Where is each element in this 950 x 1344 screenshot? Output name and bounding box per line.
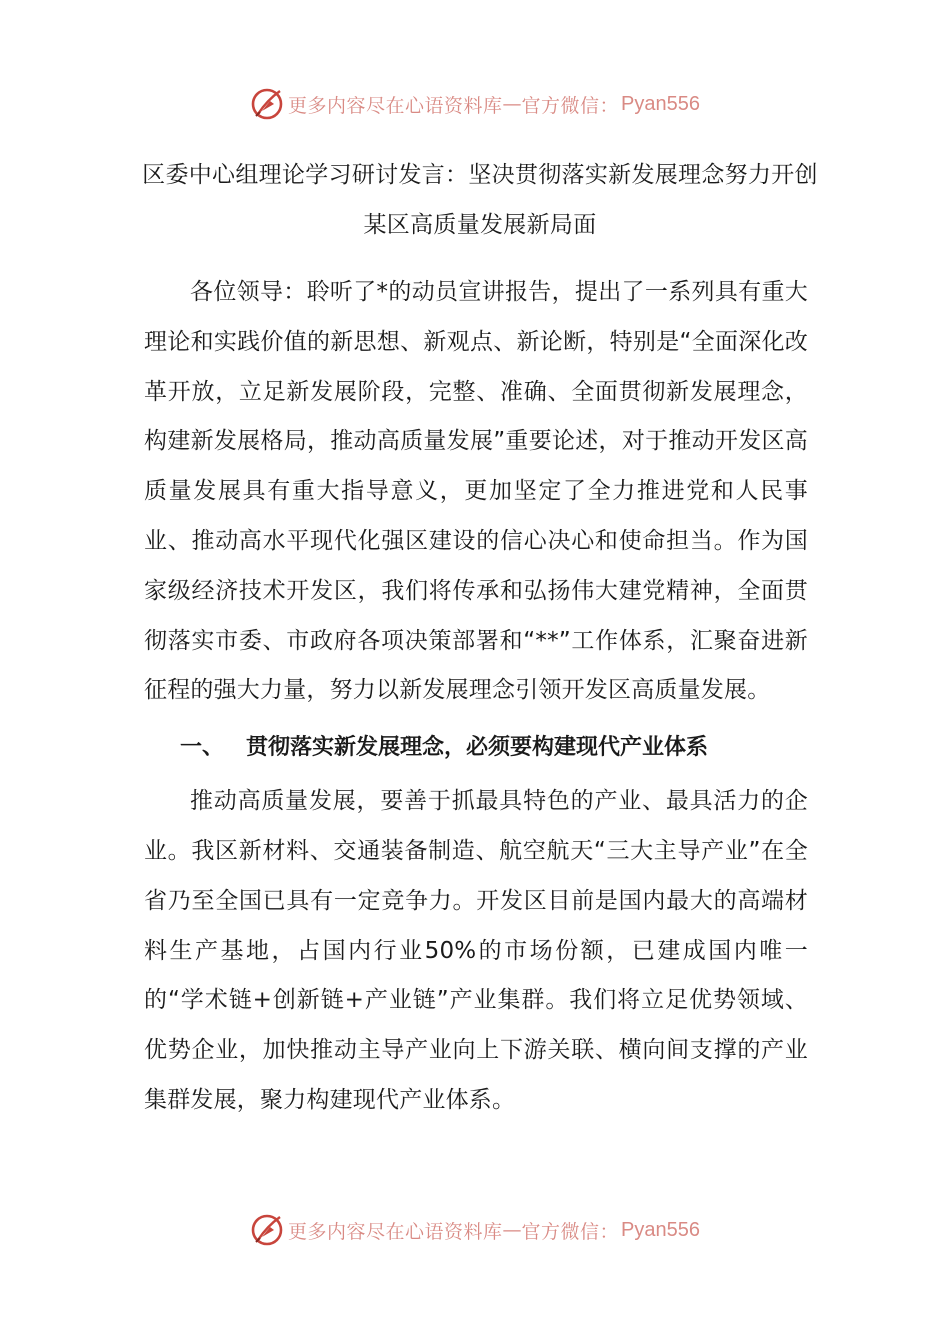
section-paragraph: 推动高质量发展，要善于抓最具特色的产业、最具活力的企业。我区新材料、交通装备制造、航空航天“三大主导产业”在全省乃至全国已具有一定竞争力。开发区目前是国内最大的高端材料生产基地，占国内行业50%的市场份额，已建成国内唯一的“学术链+创新链+产业链”产业集群。我们将立足优势领域、优势企业，加快推动主导产业向上下游关联、横向间支撑的产业集群发展，聚力构建现代产业体系。 <box>144 788 808 1113</box>
banner-text: 更多内容尽在心语资料库 <box>288 1220 503 1243</box>
section-heading <box>144 724 808 772</box>
banner-text: 更多内容尽在心语资料库 <box>288 94 503 117</box>
banner-separator: — <box>502 1219 522 1241</box>
banner-label: 官方微信： <box>521 94 620 117</box>
banner-label: 官方微信： <box>521 1220 620 1243</box>
banner-wechat-id: Pyan556 <box>621 1218 700 1241</box>
footer-watermark-banner <box>0 1208 950 1252</box>
section-number: 一、 <box>180 735 225 761</box>
intro-paragraph: 各位领导：聆听了*的动员宣讲报告，提出了一系列具有重大理论和实践价值的新思想、新观点、新论断，特别是“全面深化改革开放，立足新发展阶段，完整、准确、全面贯彻新发展理念，构建新发展格局，推动高质量发展”重要论述，对于推动开发区高质量发展具有重大指导意义，更加坚定了全力推进党和人民事业、推动高水平现代化强区建设的信心决心和使命担当。作为国家级经济技术开发区，我们将传承和弘扬伟大建党精神，全面贯彻落实市委、市政府各项决策部署和“**”工作体系，汇聚奋进新征程的强大力量，努力以新发展理念引领开发区高质量发展。 <box>144 279 808 704</box>
section-heading-text: 贯彻落实新发展理念，必须要构建现代产业体系 <box>246 735 709 761</box>
quill-logo-icon <box>250 1213 284 1247</box>
header-watermark-banner <box>0 82 950 126</box>
banner-wechat-id: Pyan556 <box>621 92 700 115</box>
document-title: 区委中心组理论学习研讨发言：坚决贯彻落实新发展理念努力开创某区高质量发展新局面 <box>142 162 818 238</box>
banner-separator: — <box>502 93 522 115</box>
document-body <box>144 268 808 1126</box>
quill-logo-icon <box>250 87 284 121</box>
